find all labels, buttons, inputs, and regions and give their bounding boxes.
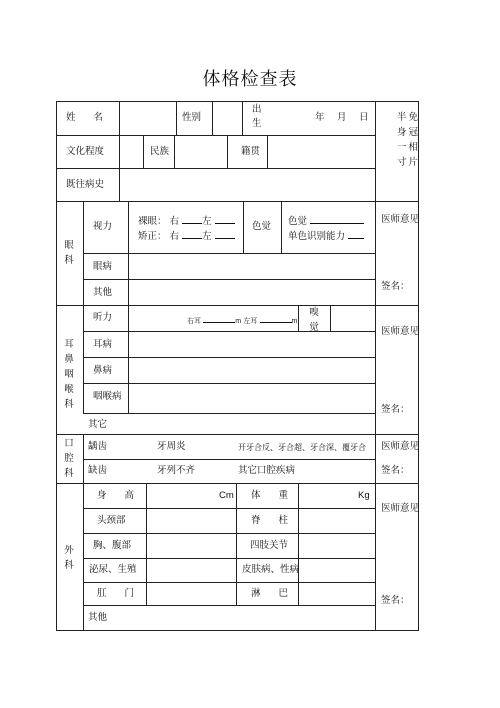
caries-label: 龋齿 <box>88 441 108 452</box>
color-sense-blank[interactable] <box>310 214 364 224</box>
corrected-row <box>138 229 235 243</box>
ent-sign: 签名： <box>381 404 410 415</box>
left-ear-blank[interactable] <box>260 315 292 323</box>
limbs-joints-label: 四肢关节 <box>250 540 289 551</box>
color-sense-row <box>288 214 364 228</box>
vision-label: 视力 <box>93 221 113 232</box>
education-label: 文化程度 <box>66 146 105 157</box>
eye-sign: 签名： <box>381 281 410 292</box>
eye-disease-label: 眼病 <box>93 261 113 272</box>
throat-disease-label: 咽喉病 <box>93 391 122 402</box>
birth-label-bottom: 生 <box>252 118 262 129</box>
right-ear-unit: m <box>235 318 242 325</box>
smell-label: 嗅觉 <box>309 307 319 333</box>
birth-label-top: 出 <box>252 104 262 115</box>
eye-section-label: 眼科 <box>64 240 74 266</box>
left-ear-unit: m <box>291 318 298 325</box>
corrected-left-blank[interactable] <box>215 229 235 239</box>
ent-doctor-opinion: 医师意见 <box>381 326 420 337</box>
eye-doctor-opinion: 医师意见 <box>381 214 420 225</box>
native-place-label: 籍贯 <box>241 146 261 157</box>
year-label: 年 <box>315 112 325 123</box>
eye-other-label: 其他 <box>93 287 113 298</box>
oral-sign: 签名： <box>381 465 410 476</box>
irregular-teeth-label: 牙列不齐 <box>157 465 196 476</box>
ethnicity-label: 民族 <box>150 146 170 157</box>
mono-color-row <box>288 229 364 243</box>
hearing-row <box>187 315 297 328</box>
spine-label: 脊柱 <box>251 515 307 526</box>
color-sense-text: 色觉 <box>288 216 308 227</box>
surgery-section-label: 外科 <box>64 545 74 571</box>
missing-teeth-label: 缺齿 <box>88 465 108 476</box>
nose-disease-label: 鼻病 <box>93 365 113 376</box>
corrected-right-blank[interactable] <box>182 229 202 239</box>
mono-color-blank[interactable] <box>348 229 364 239</box>
lymph-label: 淋巴 <box>251 588 307 599</box>
occlusion-label: 开牙合反、牙合超、牙合深、覆牙合 <box>238 443 366 452</box>
surgery-sign: 签名： <box>381 595 410 606</box>
weight-label: 体重 <box>251 490 307 501</box>
left-ear-label: 左耳 <box>243 317 258 325</box>
naked-right-blank[interactable] <box>182 214 202 224</box>
other-oral-label: 其它口腔疾病 <box>238 465 296 476</box>
color-sense-label: 色觉 <box>252 221 272 232</box>
gender-label: 性别 <box>182 112 202 123</box>
ear-disease-label: 耳病 <box>93 339 113 350</box>
right-ear-label: 右耳 <box>187 317 201 325</box>
hearing-label: 听力 <box>93 312 113 323</box>
corrected-right-label: 右 <box>169 231 180 242</box>
ent-section-label: 耳鼻咽喉科 <box>64 339 74 410</box>
naked-eye-row <box>138 214 235 228</box>
oral-doctor-opinion: 医师意见 <box>381 441 420 452</box>
periodontitis-label: 牙周炎 <box>157 441 186 452</box>
naked-left-label: 左 <box>202 216 212 227</box>
anus-label: 肛门 <box>97 588 153 599</box>
oral-section-label: 口腔科 <box>64 438 74 479</box>
photo-note: 半免身冠一相寸片 <box>397 112 421 168</box>
surgery-other-label: 其他 <box>88 612 108 623</box>
height-label: 身高 <box>97 490 153 501</box>
naked-right-label: 右 <box>169 216 180 227</box>
day-label: 日 <box>359 112 369 123</box>
ent-other-label: 其它 <box>88 419 108 430</box>
month-label: 月 <box>337 112 347 123</box>
head-neck-label: 头颈部 <box>97 515 126 526</box>
naked-eye-label: 裸眼： <box>138 216 167 227</box>
skin-venereal-label: 皮肤病、性病 <box>242 564 300 575</box>
height-unit: Cm <box>219 490 234 501</box>
corrected-left-label: 左 <box>202 231 212 242</box>
mono-color-text: 单色识别能力 <box>288 231 346 242</box>
urogenital-label: 泌尿、生殖 <box>89 564 137 575</box>
weight-unit: Kg <box>358 490 370 501</box>
chest-abdomen-label: 胸、腹部 <box>93 540 132 551</box>
surgery-doctor-opinion: 医师意见 <box>381 503 420 514</box>
form-title: 体格检查表 <box>202 69 298 90</box>
right-ear-blank[interactable] <box>203 315 235 323</box>
name-label: 姓名 <box>66 112 122 123</box>
naked-left-blank[interactable] <box>215 214 235 224</box>
history-label: 既往病史 <box>66 179 105 190</box>
corrected-label: 矫正： <box>138 231 167 242</box>
